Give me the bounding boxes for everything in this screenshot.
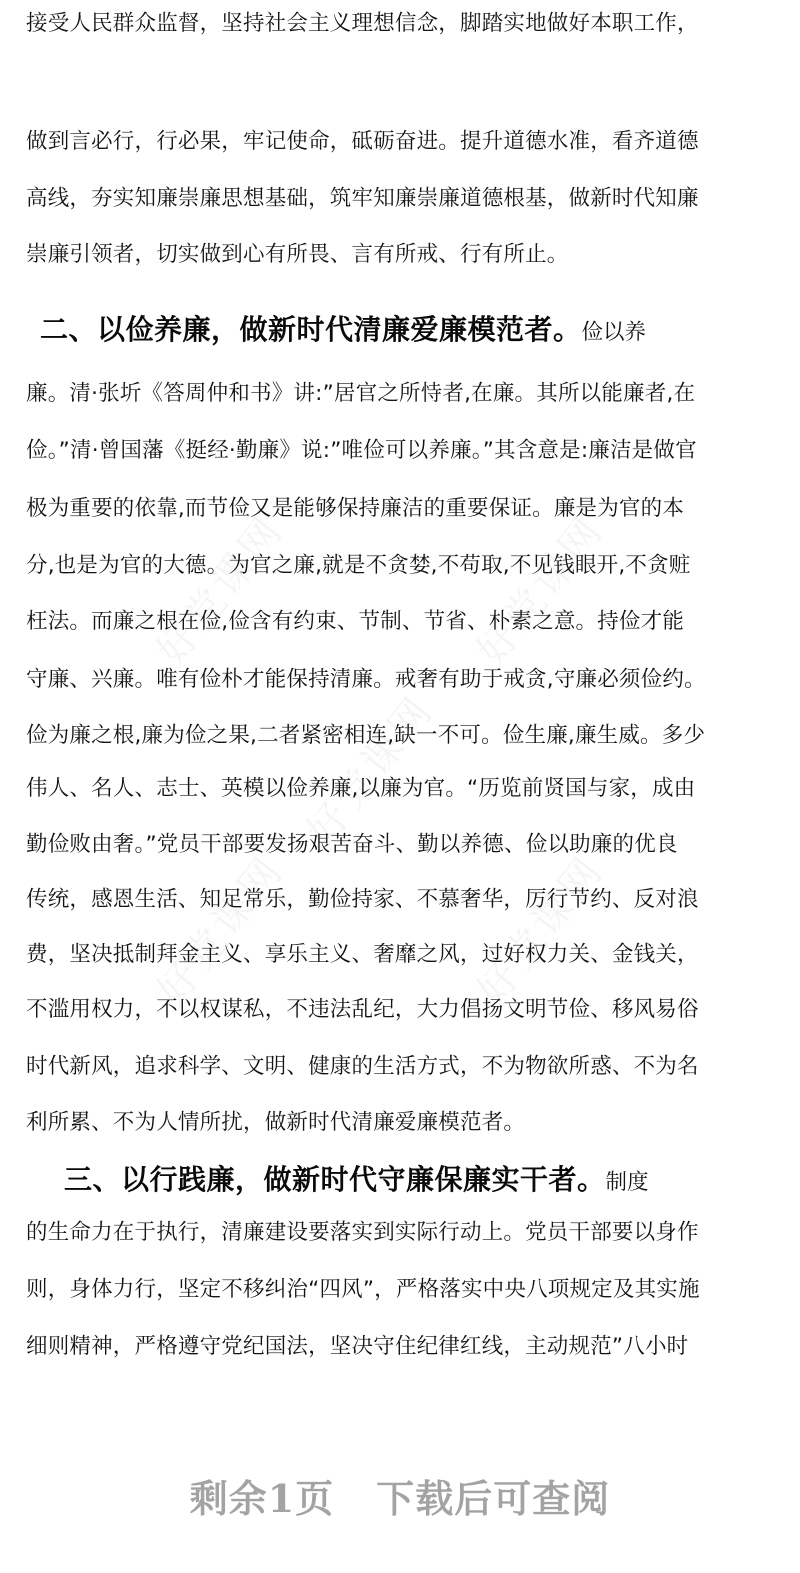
section-3-heading-line (64, 1160, 649, 1204)
watermark (141, 842, 294, 1016)
paragraph-line: 守廉、兴廉。唯有俭朴才能保持清廉。戒奢有助于戒贪,守廉必须俭约。 (26, 667, 706, 692)
section-heading: 三、以行践廉，做新时代守廉保廉实干者。 (64, 1163, 606, 1196)
paragraph-line: 费，坚决抵制拜金主义、享乐主义、奢靡之风，过好权力关、金钱关， (26, 942, 699, 967)
paragraph-line: 时代新风，追求科学、文明、健康的生活方式，不为物欲所惑、不为名 (26, 1054, 699, 1079)
paragraph-line: 分,也是为官的大德。为官之廉,就是不贪婪,不苟取,不见钱眼开,不贪赃 (26, 553, 691, 578)
paragraph-line: 极为重要的依靠,而节俭又是能够保持廉洁的重要保证。廉是为官的本 (26, 496, 685, 521)
paragraph-line: 利所累、不为人情所扰，做新时代清廉爱廉模范者。 (26, 1110, 526, 1135)
section-heading: 二、以俭养廉，做新时代清廉爱廉模范者。 (40, 313, 582, 346)
download-to-view-label[interactable]: 下载后可查阅 (376, 1476, 611, 1521)
paragraph-line: 不滥用权力，不以权谋私，不违法乱纪，大力倡扬文明节俭、移风易俗 (26, 997, 699, 1022)
paragraph-line: 俭为廉之根,廉为俭之果,二者紧密相连,缺一不可。俭生廉,廉生威。多少 (26, 723, 706, 748)
paragraph-line: 勤俭败由奢。”党员干部要发扬艰苦奋斗、勤以养德、俭以助廉的优良 (26, 832, 678, 857)
paragraph-line: 伟人、名人、志士、英模以俭养廉,以廉为官。“历览前贤国与家，成由 (26, 776, 696, 801)
watermark (141, 502, 294, 676)
section-heading-tail: 俭以养 (581, 320, 647, 345)
paragraph-line: 细则精神，严格遵守党纪国法，坚决守住纪律红线，主动规范”八小时 (26, 1334, 689, 1359)
paragraph-line: 则，身体力行，坚定不移纠治“四风”，严格落实中央八项规定及其实施 (26, 1277, 700, 1302)
paragraph-line: 传统，感恩生活、知足常乐，勤俭持家、不慕奢华，厉行节约、反对浪 (26, 887, 699, 912)
paragraph-line: 枉法。而廉之根在俭,俭含有约束、节制、节省、朴素之意。持俭才能 (26, 609, 685, 634)
remaining-pages-banner[interactable] (0, 1468, 800, 1523)
watermark (461, 502, 614, 676)
section-2-heading-line (40, 310, 646, 354)
paragraph-line: 俭。”清·曾国藩《挺经·勤廉》说:”唯俭可以养廉。”其含意是:廉洁是做官 (26, 438, 697, 463)
paragraph-line: 高线，夯实知廉崇廉思想基础，筑牢知廉崇廉道德根基，做新时代知廉 (26, 186, 699, 211)
paragraph-line: 崇廉引领者，切实做到心有所畏、言有所戒、行有所止。 (26, 242, 569, 267)
paragraph-line: 做到言必行，行必果，牢记使命，砥砺奋进。提升道德水准，看齐道德 (26, 129, 699, 154)
watermark (461, 842, 614, 1016)
remaining-pages-label: 剩余1页 (189, 1476, 335, 1521)
paragraph-line: 接受人民群众监督，坚持社会主义理想信念，脚踏实地做好本职工作， (26, 11, 699, 36)
paragraph-line: 的生命力在于执行，清廉建设要落实到实际行动上。党员干部要以身作 (26, 1220, 699, 1245)
paragraph-line: 廉。清·张圻《答周仲和书》讲:”居官之所恃者,在廉。其所以能廉者,在 (26, 381, 696, 406)
section-heading-tail: 制度 (605, 1170, 649, 1195)
